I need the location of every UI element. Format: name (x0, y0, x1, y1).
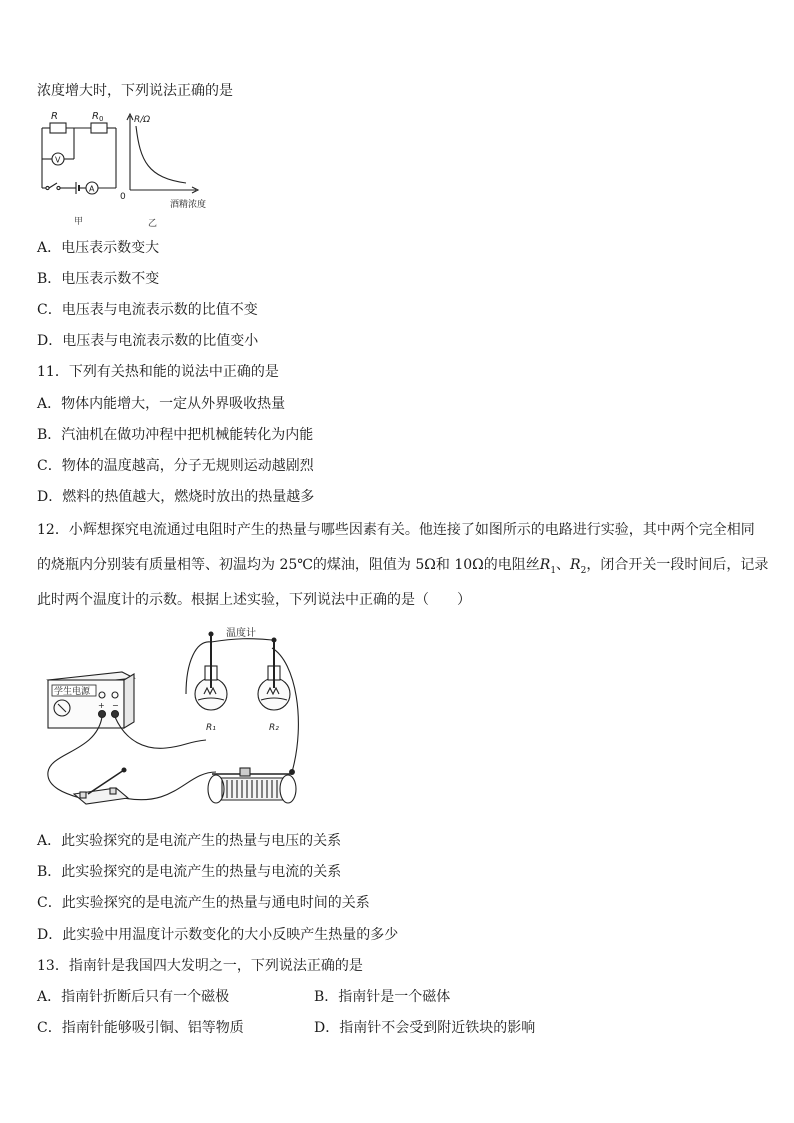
q10-option-c: C．电压表与电流表示数的比值不变 (37, 302, 258, 318)
flask-r2-icon (258, 638, 290, 710)
q10-option-a: A．电压表示数变大 (37, 240, 160, 256)
r2-symbol: R (570, 557, 581, 573)
caption-yi: 乙 (148, 219, 158, 229)
meter-A-label: A (89, 184, 95, 194)
q11-option-d: D．燃料的热值越大，燃烧时放出的热量越多 (37, 489, 315, 505)
q11-option-a: A．物体内能增大，一定从外界吸收热量 (37, 396, 286, 412)
q10-stem-tail: 浓度增大时，下列说法正确的是 (37, 83, 233, 99)
q13-option-c: C．指南针能够吸引铜、铝等物质 (37, 1020, 244, 1036)
graph-y-axis-label: R/Ω (134, 115, 151, 125)
thermometer-label: 温度计 (226, 628, 256, 639)
wire-supply-switch (48, 717, 102, 798)
meter-V-label: V (55, 155, 61, 165)
q12-stem-line3: 此时两个温度计的示数。根据上述实验，下列说法中正确的是（ ） (37, 592, 471, 608)
resistance-curve (136, 126, 186, 183)
q12-stem-line1: 12．小辉想探究电流通过电阻时产生的热量与哪些因素有关。他连接了如图所示的电路进行实验，其中两个完全相同 (37, 522, 755, 538)
resistor-R (50, 123, 66, 133)
q10-graph (127, 114, 198, 193)
q10-figure (36, 106, 216, 232)
q12-stem-line2 (37, 556, 768, 580)
r1-subscript: 1 (550, 565, 557, 576)
graph-origin: 0 (120, 192, 126, 202)
power-supply-icon (48, 672, 134, 728)
flask-r2-label: R₂ (269, 723, 279, 733)
q11-option-b: B．汽油机在做功冲程中把机械能转化为内能 (37, 427, 314, 443)
q13-option-d: D．指南针不会受到附近铁块的影响 (314, 1020, 536, 1036)
q12-option-a: A．此实验探究的是电流产生的热量与电压的关系 (37, 833, 342, 849)
rheostat-icon (208, 768, 296, 803)
switch-icon (46, 186, 49, 189)
q12-option-c: C．此实验探究的是电流产生的热量与通电时间的关系 (37, 895, 370, 911)
caption-jia: 甲 (74, 217, 84, 227)
r1-symbol: R (539, 557, 551, 573)
q11-option-c: C．物体的温度越高，分子无规则运动越剧烈 (37, 458, 314, 474)
flask-r1-label: R₁ (206, 723, 216, 733)
q13-option-b: B．指南针是一个磁体 (314, 989, 451, 1005)
label-R0: R (92, 111, 99, 122)
q12-stem-line2-a: 的烧瓶内分别装有质量相等、初温均为 25℃的煤油，阻值为 5Ω和 10Ω的电阻丝 (37, 557, 540, 573)
terminal-minus: − (112, 701, 119, 710)
terminal-plus: + (98, 701, 105, 710)
q13-stem: 13．指南针是我国四大发明之一，下列说法正确的是 (37, 958, 363, 974)
symbol-separator: 、 (556, 557, 571, 573)
q12-figure (36, 622, 336, 822)
label-R0-sub: 0 (99, 115, 104, 123)
q12-stem-line2-b: ，闭合开关一段时间后，记录 (586, 557, 769, 573)
wire-flask-bridge (211, 639, 272, 642)
resistor-R0 (91, 123, 107, 133)
power-supply-label: 学生电源 (54, 687, 91, 697)
label-R: R (51, 111, 58, 122)
q10-option-b: B．电压表示数不变 (37, 271, 160, 287)
r2-subscript: 2 (580, 565, 587, 576)
q13-option-a: A．指南针折断后只有一个磁极 (37, 989, 230, 1005)
q10-option-d: D．电压表与电流表示数的比值变小 (37, 333, 259, 349)
wire-switch-rheostat (124, 772, 216, 800)
flask-r1-icon (195, 632, 227, 710)
switch-icon (74, 768, 128, 804)
q10-circuit-diagram (42, 123, 116, 194)
q12-option-b: B．此实验探究的是电流产生的热量与电流的关系 (37, 864, 342, 880)
q11-stem: 11．下列有关热和能的说法中正确的是 (37, 364, 279, 380)
q12-option-d: D．此实验中用温度计示数变化的大小反映产生热量的多少 (37, 927, 399, 943)
graph-x-axis-label: 酒精浓度 (170, 200, 207, 210)
